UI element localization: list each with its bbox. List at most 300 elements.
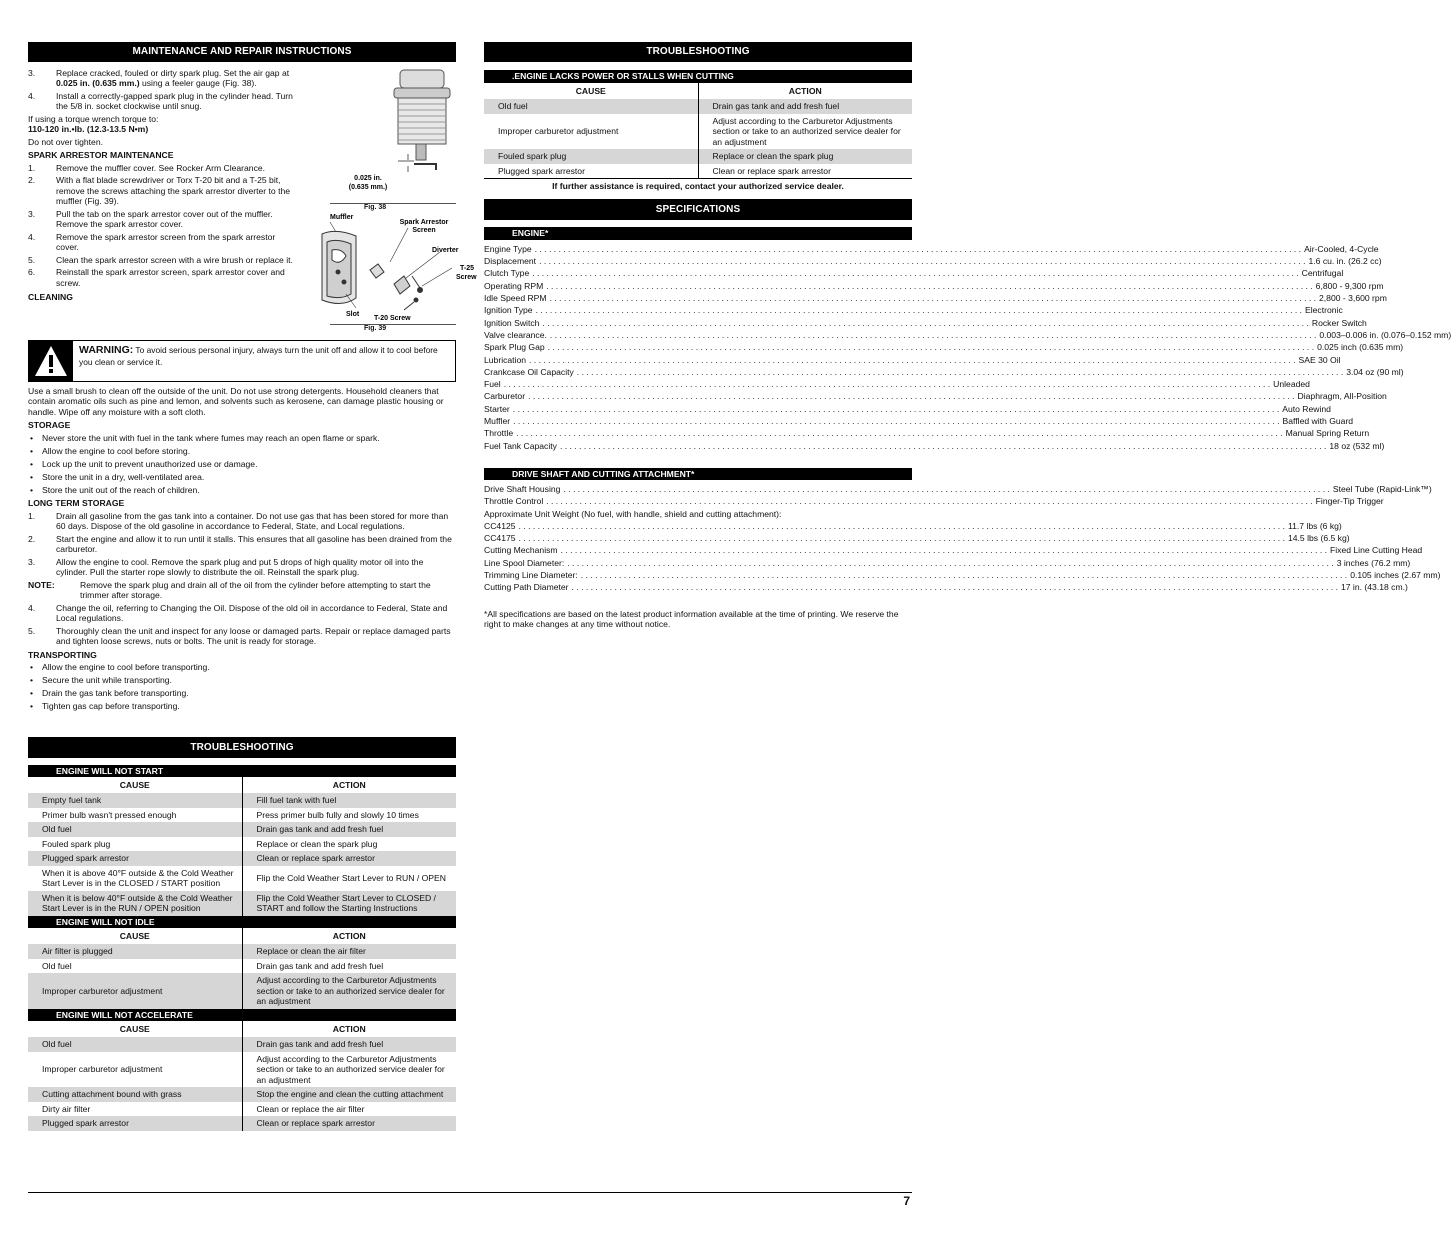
spec-leader	[513, 404, 1279, 414]
action-cell: Adjust according to the Carburetor Adjustments section or take to an authorized service dealer for an adjustment	[242, 973, 456, 1008]
long-term-heading: LONG TERM STORAGE	[28, 498, 125, 509]
drive-specs-b	[484, 520, 1441, 595]
table-row	[28, 1087, 456, 1101]
storage-item	[28, 459, 456, 469]
spec-key: Line Spool Diameter:	[484, 557, 565, 568]
spec-key: Throttle	[484, 428, 514, 439]
spec-leader	[561, 545, 1327, 555]
step-text: Thoroughly clean the unit and inspect for any loose or damaged parts. Repair or replace damaged parts and tighten loose screws, nuts or bolts. The unit is ready for storage.	[56, 625, 451, 647]
bullet-text: Store the unit out of the reach of children.	[42, 484, 200, 495]
spark-arrestor-step	[28, 232, 298, 253]
action-cell: Press primer bulb fully and slowly 10 times	[256, 809, 419, 820]
specifications-title: SPECIFICATIONS	[484, 199, 912, 220]
step-text: Allow the engine to cool. Remove the spark plug and put 5 drops of high quality motor oil into the cylinder. Pull the starter rope slowly to distribute the oil. Reinstall the spark plug.	[56, 556, 424, 578]
action-header: ACTION	[788, 86, 822, 96]
fig38-rule	[330, 203, 456, 204]
step-text: Change the oil, referring to Changing the Oil. Dispose of the old oil in accordance to Federal, State and Local regulations.	[56, 602, 448, 624]
spark-plug-figure	[328, 68, 458, 192]
table-row	[28, 891, 456, 916]
spec-leader	[513, 416, 1279, 426]
spec-row	[484, 391, 1387, 403]
spec-key: Lubrication	[484, 354, 527, 365]
spec-leader	[560, 441, 1326, 451]
spec-row	[484, 280, 1384, 293]
step-text: Reinstall the spark arrestor screen, spark arrestor cover and screw.	[56, 267, 285, 288]
step-number: 5.	[28, 625, 36, 636]
bullet-text: Tighten gas cap before transporting.	[42, 701, 180, 712]
table-header-row	[28, 928, 456, 944]
table-header-row	[28, 777, 456, 793]
table-row	[28, 959, 456, 973]
spec-key: Fuel	[484, 379, 501, 390]
table-header-row	[28, 1021, 456, 1037]
spec-key: Drive Shaft Housing	[484, 483, 561, 494]
spec-row	[484, 403, 1331, 416]
action-cell: Flip the Cold Weather Start Lever to RUN / OPEN	[256, 873, 446, 884]
spec-leader	[519, 521, 1285, 531]
storage-item	[28, 485, 456, 495]
step-number: 6.	[28, 267, 36, 278]
muffler-illustration	[322, 231, 356, 303]
spec-value: 0.003–0.006 in. (0.076–0.152 mm)	[1319, 329, 1451, 340]
spec-leader	[539, 256, 1305, 266]
spec-key: Cutting Mechanism	[484, 545, 558, 556]
spec-leader	[572, 582, 1338, 592]
table-row	[484, 114, 912, 149]
spec-value: Auto Rewind	[1282, 403, 1331, 414]
fig38-caption: Fig. 38	[364, 204, 387, 211]
cause-header: CAUSE	[28, 777, 242, 793]
warning-icon	[29, 341, 73, 381]
spec-row	[484, 342, 1404, 354]
spec-leader	[504, 379, 1270, 389]
bullet-text: Allow the engine to cool before transporting.	[42, 662, 210, 673]
transporting-item	[28, 688, 456, 698]
trouble-table	[28, 777, 456, 916]
spec-key: Spark Plug Gap	[484, 342, 545, 353]
right-column	[484, 42, 1451, 630]
spec-value: Diaphragm, All-Position	[1297, 391, 1387, 402]
t25-label-2: Screw	[456, 274, 477, 281]
spec-value: 1.6 cu. in. (26.2 cc)	[1308, 256, 1382, 267]
screen-illustration	[370, 264, 423, 310]
fig39-rule	[330, 324, 456, 325]
table-row	[28, 851, 456, 865]
spec-row	[484, 256, 1382, 268]
spec-key: Displacement	[484, 256, 537, 267]
spec-key: Ignition Type	[484, 305, 533, 316]
spec-leader	[529, 355, 1295, 365]
spec-value: Electronic	[1305, 305, 1343, 316]
spec-row	[484, 305, 1343, 317]
spec-key: Ignition Switch	[484, 317, 540, 328]
long-term-step	[28, 603, 456, 624]
spec-key: Trimming Line Diameter:	[484, 570, 578, 580]
spec-key: Operating RPM	[484, 280, 544, 291]
spec-key: Valve clearance.	[484, 329, 547, 340]
spark-arrestor-step	[28, 175, 298, 206]
action-cell: Clean or replace the air filter	[256, 1103, 365, 1114]
action-cell: Clean or replace spark arrestor	[242, 1116, 456, 1130]
spec-value: Centrifugal	[1301, 268, 1344, 279]
spec-value: 3 inches (76.2 mm)	[1336, 557, 1411, 568]
table-header-row	[484, 83, 912, 99]
long-term-step	[28, 580, 456, 601]
spec-value: 14.5 lbs (6.5 kg)	[1287, 533, 1350, 544]
step-text: Drain all gasoline from the gas tank into a container. Do not use gas that has been stored for more than 60 days. Dispose of the old gasoline in accordance to Federal, State, and Local regulations.	[56, 510, 449, 532]
action-cell: Drain gas tank and add fresh fuel	[698, 99, 912, 113]
cause-cell: Plugged spark arrestor	[28, 1116, 242, 1130]
cause-cell: Fouled spark plug	[484, 149, 698, 163]
spark-arrestor-step	[28, 255, 298, 265]
spec-leader	[519, 533, 1285, 543]
step-number: 1.	[28, 162, 36, 173]
bullet-icon: •	[30, 471, 34, 482]
spec-leader	[516, 428, 1282, 438]
table-row	[28, 1102, 456, 1116]
diverter-label: Diverter	[432, 247, 459, 254]
spec-row	[484, 545, 1423, 557]
long-term-step	[28, 626, 456, 647]
table-row	[28, 822, 456, 836]
step-number: 2.	[28, 175, 36, 186]
spark-plug-illustration	[394, 70, 450, 170]
step-text: Remove the spark arrestor screen from the spark arrestor cover.	[56, 231, 276, 253]
step-text: Remove the spark plug and drain all of the oil from the cylinder before attempting to start the trimmer after storage.	[80, 579, 431, 601]
action-cell: Replace or clean the spark plug	[698, 149, 912, 163]
bullet-text: Store the unit in a dry, well-ventilated area.	[42, 471, 205, 482]
spec-leader	[563, 484, 1329, 494]
table-row	[484, 149, 912, 163]
step-number: 3.	[28, 556, 36, 567]
spark-arrestor-step	[28, 209, 298, 230]
spec-value: Unleaded	[1273, 379, 1310, 390]
spec-row	[484, 379, 1310, 391]
gap-value: 0.025 in. (0.635 mm.)	[56, 78, 140, 89]
slot-label: Slot	[346, 311, 360, 318]
spec-row	[484, 520, 1342, 533]
table-row	[28, 793, 456, 807]
action-cell: Clean or replace spark arrestor	[712, 165, 831, 176]
cause-cell: Cutting attachment bound with grass	[28, 1087, 242, 1101]
spec-row	[484, 317, 1367, 330]
action-cell: Clean or replace spark arrestor	[242, 851, 456, 865]
spec-row	[484, 483, 1432, 496]
spec-key: Starter	[484, 403, 510, 414]
trouble-table	[28, 1021, 456, 1131]
action-cell: Replace or clean the air filter	[242, 944, 456, 958]
action-header: ACTION	[332, 780, 366, 790]
gap-label-line1: 0.025 in.	[354, 175, 382, 182]
spec-value: Air-Cooled, 4-Cycle	[1304, 243, 1379, 254]
cause-cell: Plugged spark arrestor	[28, 851, 242, 865]
spec-row	[484, 416, 1354, 428]
spec-key: Engine Type	[484, 243, 532, 254]
long-term-list	[28, 511, 456, 647]
action-cell: Stop the engine and clean the cutting attachment	[242, 1087, 456, 1101]
bullet-icon: •	[30, 484, 34, 495]
spec-leader	[546, 496, 1312, 506]
bullet-icon: •	[30, 675, 34, 686]
cause-cell: Primer bulb wasn't pressed enough	[28, 808, 242, 822]
spec-leader	[536, 305, 1302, 315]
spec-leader	[577, 367, 1343, 377]
spec-value: Baffled with Guard	[1282, 416, 1354, 427]
action-cell: Adjust according to the Carburetor Adjustments section or take to an authorized service dealer for an adjustment	[256, 1053, 445, 1085]
spec-key: Carburetor	[484, 391, 526, 402]
transporting-item	[28, 701, 456, 711]
step-number: NOTE:	[28, 579, 55, 590]
step-number: 4.	[28, 602, 36, 613]
spec-leader	[581, 570, 1347, 580]
action-cell: Replace or clean the spark plug	[256, 838, 378, 849]
muffler-label: Muffler	[330, 214, 354, 221]
cleaning-heading: CLEANING	[28, 292, 73, 303]
cause-cell: Old fuel	[484, 99, 698, 113]
engine-specs	[484, 243, 1451, 453]
cause-cell: Improper carburetor adjustment	[28, 1052, 242, 1087]
spec-value: Manual Spring Return	[1285, 428, 1370, 439]
storage-list	[28, 433, 456, 495]
spec-leader	[542, 318, 1308, 328]
spec-row	[484, 557, 1411, 570]
spec-value: 17 in. (43.18 cm.)	[1340, 582, 1408, 593]
spec-leader	[567, 558, 1333, 568]
spec-value: 0.105 inches (2.67 mm)	[1350, 570, 1441, 580]
spark-arrestor-label-2: Screen	[412, 227, 436, 234]
spec-value: Steel Tube (Rapid-Link™)	[1332, 483, 1432, 494]
cause-cell: Old fuel	[28, 822, 242, 836]
weight-line: Approximate Unit Weight (No fuel, with handle, shield and cutting attachment):	[484, 508, 782, 519]
dealer-note: If further assistance is required, contact your authorized service dealer.	[484, 178, 912, 191]
spec-key: CC4125	[484, 520, 516, 531]
spec-value: 6,800 - 9,300 rpm	[1315, 280, 1384, 291]
table-row	[28, 1037, 456, 1051]
spec-key: Cutting Path Diameter	[484, 582, 569, 593]
spec-value: Fixed Line Cutting Head	[1330, 545, 1423, 556]
spark-arrestor-step	[28, 267, 298, 288]
bullet-text: Allow the engine to cool before storing.	[42, 445, 191, 456]
t20-label: T-20 Screw	[374, 315, 411, 322]
steps-a	[28, 68, 298, 303]
transporting-item	[28, 675, 456, 685]
spec-leader	[528, 391, 1294, 401]
spec-key: CC4175	[484, 533, 516, 544]
spec-row	[484, 329, 1451, 342]
storage-item	[28, 472, 456, 482]
step-number: 1.	[28, 510, 36, 521]
storage-heading: STORAGE	[28, 420, 71, 431]
table-row	[28, 866, 456, 891]
spec-row	[484, 582, 1408, 594]
spec-row	[484, 293, 1387, 305]
engine-heading: ENGINE*	[484, 227, 912, 240]
cleaning-text: Use a small brush to clean off the outside of the unit. Do not use strong detergents. Household cleaners that contain aromatic oils such as pine and lemon, and solvents such as kerosene, can damage plastic housing or handle. Wipe off any moisture with a soft cloth.	[28, 386, 444, 417]
table-row	[28, 973, 456, 1008]
table-row	[28, 944, 456, 958]
spec-value: 2,800 - 3,600 rpm	[1319, 293, 1387, 304]
spec-key: Idle Speed RPM	[484, 293, 547, 304]
trouble-section-heading: ENGINE WILL NOT IDLE	[28, 916, 456, 928]
warning-message: To avoid serious personal injury, always turn the unit off and allow it to cool before you clean or service it.	[79, 345, 438, 367]
step-number: 4.	[28, 231, 36, 242]
spec-row	[484, 268, 1344, 280]
action-cell: Flip the Cold Weather Start Lever to CLOSED / START and follow the Starting Instructions	[242, 891, 456, 916]
step-text: Start the engine and allow it to run until it stalls. This ensures that all gasoline has been drained from the carburetor.	[56, 533, 452, 555]
bullet-icon: •	[30, 432, 34, 443]
spec-footnote: *All specifications are based on the latest product information available at the time of printing. We reserve the right to make changes at any time without notice.	[484, 608, 899, 630]
table-row	[484, 99, 912, 113]
cause-cell: Old fuel	[28, 959, 242, 973]
bullet-text: Secure the unit while transporting.	[42, 675, 172, 686]
trouble-section-heading: ENGINE WILL NOT START	[28, 765, 456, 777]
spec-key: Throttle Control	[484, 496, 544, 507]
step-text: Clean the spark arrestor screen with a wire brush or replace it.	[56, 254, 293, 265]
troubleshooting-right-title: TROUBLESHOOTING	[484, 42, 912, 62]
spec-leader	[548, 342, 1314, 352]
spec-leader	[546, 281, 1312, 291]
spec-value: Finger-Tip Trigger	[1315, 496, 1384, 507]
cause-header: CAUSE	[28, 928, 242, 944]
bullet-text: Never store the unit with fuel in the tank where fumes may reach an open flame or spark.	[42, 432, 380, 443]
spec-value: 18 oz (532 ml)	[1329, 440, 1385, 451]
spec-leader	[550, 330, 1316, 340]
cause-cell: Air filter is plugged	[28, 944, 242, 958]
table-row	[28, 1116, 456, 1130]
bullet-text: Lock up the unit to prevent unauthorized use or damage.	[42, 458, 258, 469]
spec-row	[484, 496, 1384, 508]
action-header: ACTION	[332, 930, 366, 941]
spec-value: 11.7 lbs (6 kg)	[1287, 520, 1342, 531]
step-text: Install a correctly-gapped spark plug in the cylinder head. Turn the 5/8 in. socket clockwise until snug.	[56, 90, 293, 112]
long-term-step	[28, 557, 456, 578]
spec-value: 3.04 oz (90 ml)	[1346, 366, 1404, 377]
spark-arrestor-heading: SPARK ARRESTOR MAINTENANCE	[28, 150, 174, 161]
step-number: 5.	[28, 254, 36, 265]
footer-rule	[28, 1192, 912, 1193]
step-number: 4.	[28, 90, 36, 101]
cause-cell: Improper carburetor adjustment	[28, 973, 242, 1008]
step-number: 2.	[28, 533, 36, 544]
spark-arrestor-step	[28, 163, 298, 173]
spark-plug-step	[28, 68, 298, 89]
table-row	[484, 164, 912, 178]
troubleshooting-left-title: TROUBLESHOOTING	[28, 737, 456, 758]
spark-arrestor-figure	[300, 212, 477, 322]
cause-header: CAUSE	[484, 83, 698, 99]
spec-key: Clutch Type	[484, 268, 530, 279]
bullet-icon: •	[30, 688, 34, 699]
spec-key: Muffler	[484, 416, 511, 427]
spec-key: Crankcase Oil Capacity	[484, 366, 574, 377]
cause-cell: When it is above 40°F outside & the Cold Weather Start Lever is in the CLOSED / START position	[28, 866, 242, 891]
spec-row	[484, 533, 1350, 545]
step-text: Pull the tab on the spark arrestor cover out of the muffler. Remove the spark arrestor cover.	[56, 208, 273, 230]
maintenance-title: MAINTENANCE AND REPAIR INSTRUCTIONS	[28, 42, 456, 62]
spec-leader	[532, 268, 1298, 278]
transporting-item	[28, 662, 456, 672]
torque-intro: If using a torque wrench torque to:	[28, 113, 159, 124]
long-term-step	[28, 534, 456, 555]
warning-text	[73, 341, 455, 381]
table-row	[28, 808, 456, 822]
cause-cell: Dirty air filter	[28, 1102, 242, 1116]
action-cell: Fill fuel tank with fuel	[242, 793, 456, 807]
step-text: With a flat blade screwdriver or Torx T-20 bit and a T-25 bit, remove the screws attaching the spark arrestor diverter to the muffler (Fig. 39).	[56, 175, 291, 207]
spec-row	[484, 354, 1341, 367]
lacks-power-heading: .ENGINE LACKS POWER OR STALLS WHEN CUTTING	[484, 70, 912, 83]
action-cell: Drain gas tank and add fresh fuel	[242, 822, 456, 836]
spec-leader	[550, 293, 1316, 303]
bullet-icon: •	[30, 701, 34, 712]
action-cell: Adjust according to the Carburetor Adjustments section or take to an authorized service dealer for an adjustment	[712, 115, 901, 147]
bullet-icon: •	[30, 662, 34, 673]
cause-cell: Plugged spark arrestor	[484, 164, 698, 178]
cause-cell: Fouled spark plug	[28, 837, 242, 851]
action-cell: Drain gas tank and add fresh fuel	[256, 960, 384, 971]
table-row	[28, 1052, 456, 1087]
cause-cell: Empty fuel tank	[28, 793, 242, 807]
spark-arrestor-steps	[28, 163, 298, 288]
spec-value: Rocker Switch	[1311, 317, 1367, 328]
spark-plug-step	[28, 91, 298, 112]
spec-row	[484, 570, 1441, 582]
cause-cell: Improper carburetor adjustment	[484, 114, 698, 149]
spec-value: 0.025 inch (0.635 mm)	[1317, 342, 1404, 353]
spark-plug-section	[28, 68, 477, 332]
spec-row	[484, 440, 1385, 453]
trouble-section-heading: ENGINE WILL NOT ACCELERATE	[28, 1009, 456, 1021]
warning-box	[28, 340, 456, 382]
bullet-text: Drain the gas tank before transporting.	[42, 688, 189, 699]
warning-label: WARNING:	[79, 344, 134, 356]
fig39-caption: Fig. 39	[364, 325, 387, 332]
cause-cell: When it is below 40°F outside & the Cold Weather Start Lever is in the RUN / OPEN position	[28, 891, 242, 916]
long-term-step	[28, 511, 456, 532]
spark-arrestor-label-1: Spark Arrestor	[399, 219, 449, 226]
transporting-list	[28, 662, 456, 711]
gap-label-line2: (0.635 mm.)	[348, 184, 388, 191]
spec-leader	[535, 244, 1301, 254]
bullet-icon: •	[30, 445, 34, 456]
bullet-icon: •	[30, 458, 34, 469]
drive-specs-a	[484, 483, 1432, 509]
spec-row	[484, 366, 1404, 379]
page-number: 7	[903, 1194, 910, 1208]
step-text: Replace cracked, fouled or dirty spark plug. Set the air gap at 0.025 in. (0.635 mm.) using a feeler gauge (Fig. 38).	[56, 68, 290, 89]
spec-key: Fuel Tank Capacity	[484, 440, 557, 451]
trouble-table	[28, 928, 456, 1009]
step-number: 3.	[28, 208, 36, 219]
left-column	[28, 42, 477, 714]
storage-item	[28, 446, 456, 456]
spec-value: SAE 30 Oil	[1298, 354, 1341, 365]
troubleshooting-left	[28, 737, 456, 1131]
lacks-power-table	[484, 83, 912, 178]
t25-label-1: T-25	[460, 265, 475, 272]
step-number: 3.	[28, 68, 36, 78]
cause-cell: Old fuel	[28, 1037, 242, 1051]
spec-row	[484, 428, 1370, 440]
no-overtighten: Do not over tighten.	[28, 136, 104, 147]
transporting-heading: TRANSPORTING	[28, 649, 97, 660]
cause-header: CAUSE	[28, 1021, 242, 1037]
drive-heading: DRIVE SHAFT AND CUTTING ATTACHMENT*	[484, 468, 912, 480]
torque-value: 110-120 in.•lb. (12.3-13.5 N•m)	[28, 124, 149, 135]
step-text: Remove the muffler cover. See Rocker Arm Clearance.	[56, 162, 266, 173]
storage-item	[28, 433, 456, 443]
action-cell: Drain gas tank and add fresh fuel	[242, 1037, 456, 1051]
